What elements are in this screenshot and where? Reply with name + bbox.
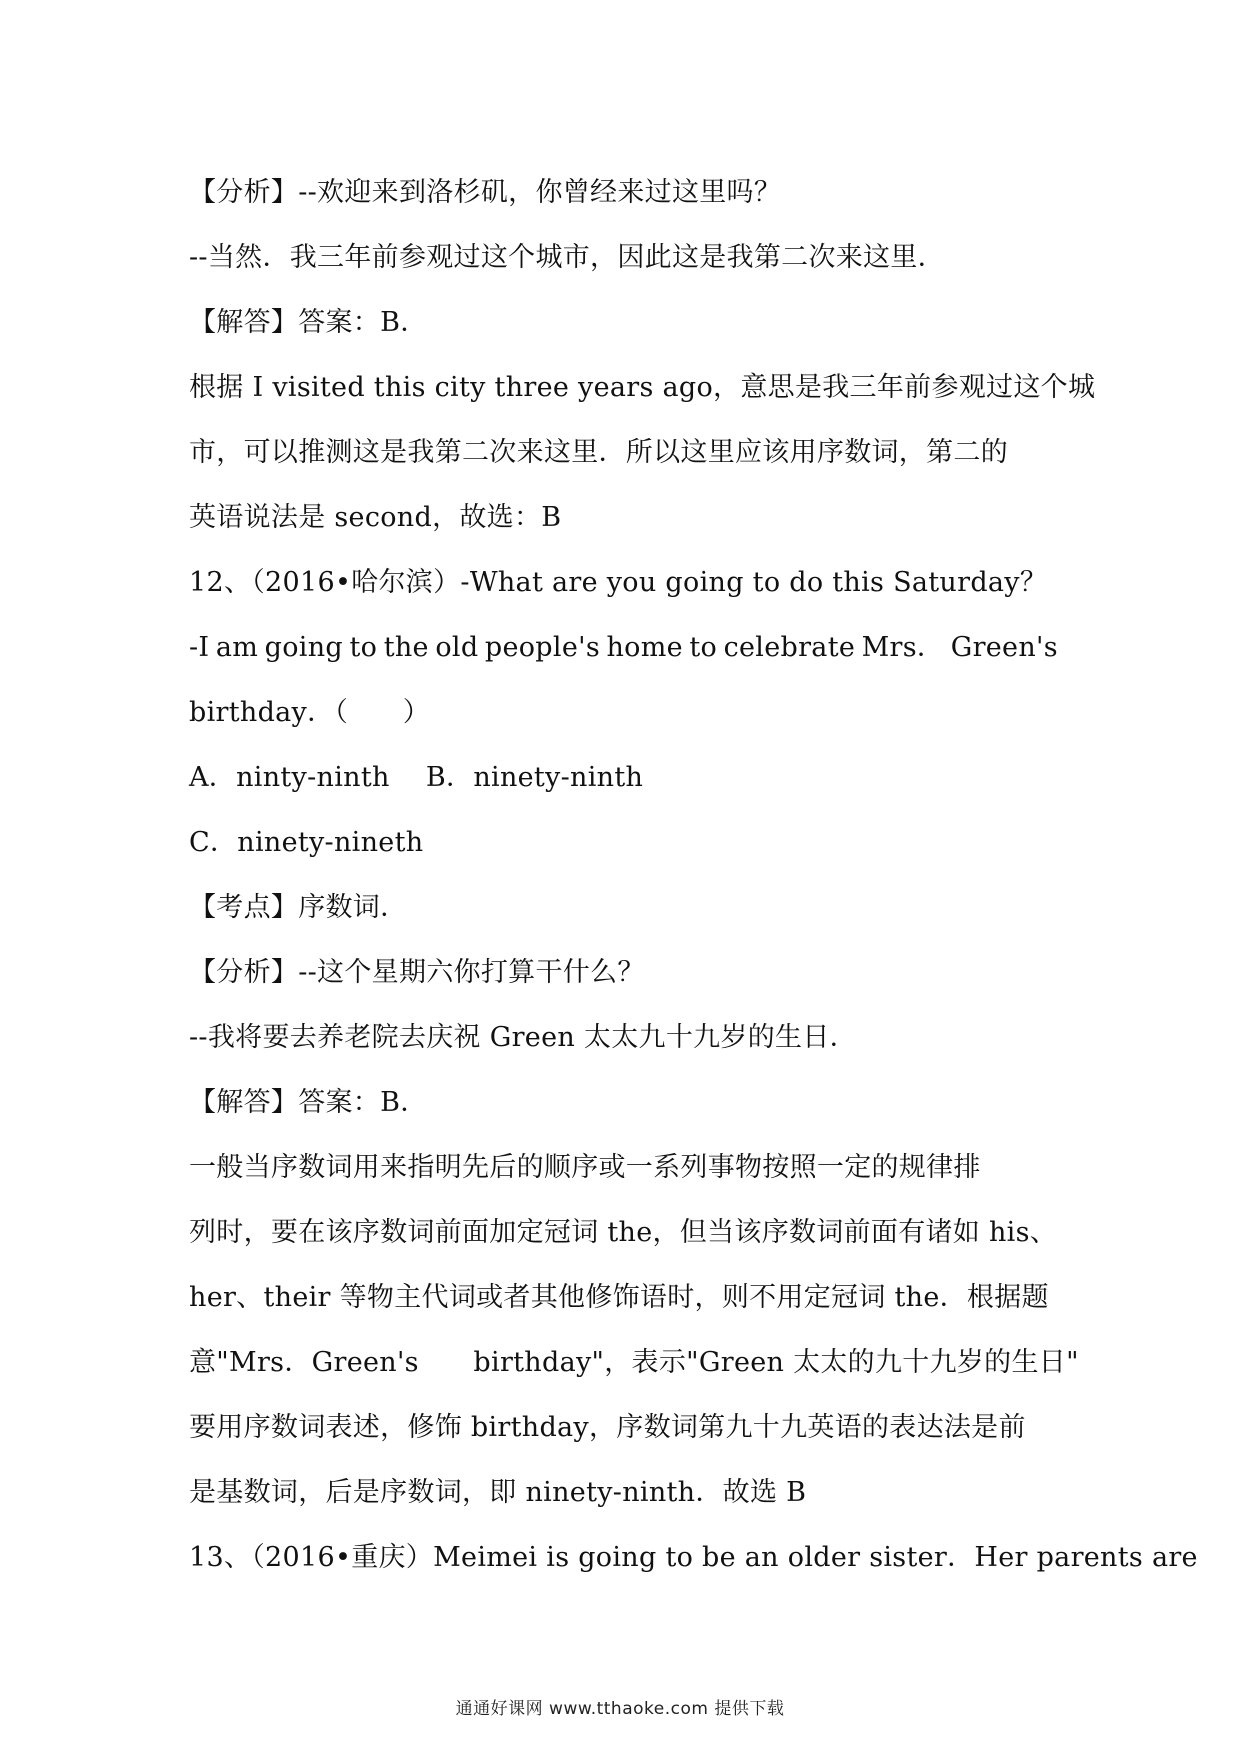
explanation-line-7: 意"Mrs．Green's birthday"，表示"Green 太太的九十九岁的生日": [189, 1347, 1079, 1378]
explanation-line-1: 根据 I visited this city three years ago，意思是我三年前参观过这个城: [189, 372, 1096, 403]
footer-source-note: 通通好课网 www.tthaoke.com 提供下载: [455, 1699, 785, 1719]
option-a-b: A．ninty-ninth B．ninety-ninth: [189, 762, 644, 793]
explanation-line-4: 一般当序数词用来指明先后的顺序或一系列事物按照一定的规律排: [189, 1152, 981, 1183]
question-12-blank: birthday．（ ）: [189, 697, 431, 728]
analysis-line-3: 【分析】--这个星期六你打算干什么？: [189, 957, 645, 988]
analysis-line-2: --当然．我三年前参观过这个城市，因此这是我第二次来这里．: [189, 242, 945, 273]
explanation-line-2: 市，可以推测这是我第二次来这里．所以这里应该用序数词，第二的: [189, 437, 1008, 468]
sentence-word: to: [689, 632, 718, 663]
sentence-word: Green's: [950, 632, 1058, 663]
answer-line: 【解答】答案：B．: [189, 307, 428, 338]
explanation-line-6: her、their 等物主代词或者其他修饰语时，则不用定冠词 the．根据题: [189, 1282, 1049, 1313]
sentence-word: celebrate: [723, 632, 856, 663]
sentence-word: people's: [484, 632, 600, 663]
sentence-word: the: [383, 632, 429, 663]
sentence-word: -I: [189, 632, 210, 663]
explanation-line-3: 英语说法是 second，故选：B: [189, 502, 562, 533]
sentence-word: home: [606, 632, 683, 663]
analysis-line-4: --我将要去养老院去庆祝 Green 太太九十九岁的生日．: [189, 1022, 857, 1053]
sentence-word: am: [215, 632, 259, 663]
explanation-line-8: 要用序数词表述，修饰 birthday，序数词第九十九英语的表达法是前: [189, 1412, 1026, 1443]
sentence-word: going: [264, 632, 344, 663]
question-13-title: 13、（2016•重庆）Meimei is going to be an older sister．Her parents are: [189, 1542, 1198, 1573]
question-12-title: 12、（2016•哈尔滨）-What are you going to do this Saturday？: [189, 567, 1048, 598]
answer-line-2: 【解答】答案：B．: [189, 1087, 428, 1118]
analysis-line-1: 【分析】--欢迎来到洛杉矶，你曾经来过这里吗？: [189, 177, 782, 208]
sentence-word: to: [349, 632, 378, 663]
key-point-line: 【考点】序数词．: [189, 892, 408, 923]
explanation-line-5: 列时，要在该序数词前面加定冠词 the，但当该序数词前面有诸如 his、: [189, 1217, 1058, 1248]
option-c: C．ninety-nineth: [189, 827, 424, 858]
explanation-line-9: 是基数词，后是序数词，即 ninety-ninth．故选 B: [189, 1477, 807, 1508]
sentence-word: old: [435, 632, 479, 663]
sentence-word: Mrs．: [861, 632, 945, 663]
document-body: [189, 160, 1198, 1590]
question-12-sentence: [189, 615, 1058, 680]
